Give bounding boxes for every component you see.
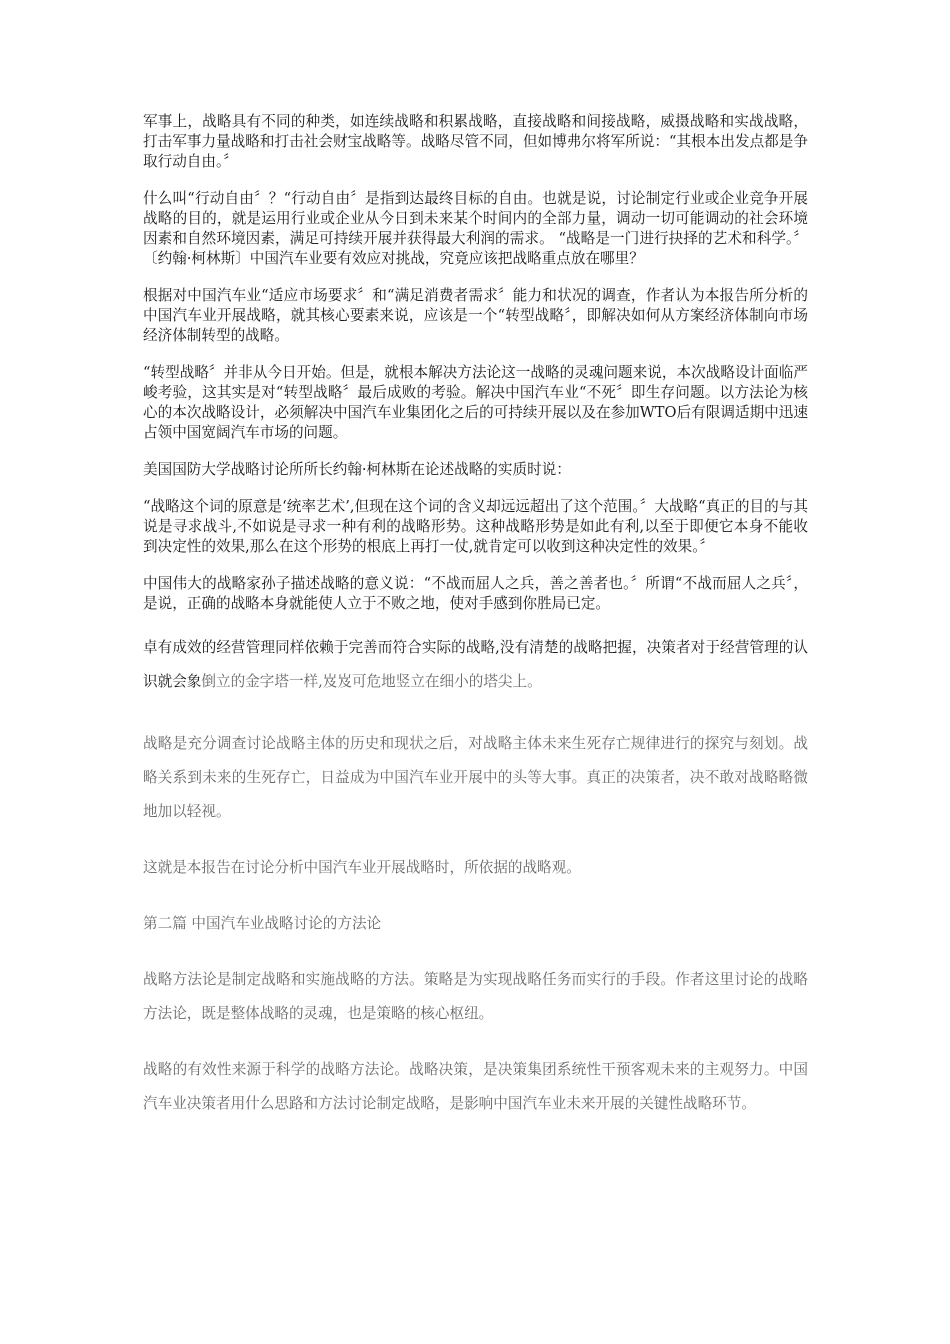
paragraph: 战略是充分调查讨论战略主体的历史和现状之后，对战略主体未来生死存亡规律进行的探究与刻划。战略关系到未来的生死存亡，日益成为中国汽车业开展中的头等大事。真正的决策者，决不敢对战略略微地加以轻视。 bbox=[143, 735, 808, 820]
paragraph-part: 卓有成效的经营管理同样依赖于完善而符合实际的战略,没有清楚的战略把握，决策者对于经营管理的认识就会象 bbox=[143, 639, 808, 690]
paragraph: 什么叫“行动自由〞？“行动自由〞是指到达最终目标的自由。也就是说，讨论制定行业或企业竞争开展战略的目的，就是运用行业或企业从今日到未来某个时间内的全部力量，调动一切可能调动的社会环境因素和自然环境因素，满足可持续开展并获得最大利润的需求。 “战略是一门进行抉择的艺术和科学。〞〔约翰·柯林斯〕中国汽车业要有效应对挑战，究竟应该把战略重点放在哪里？ bbox=[143, 190, 808, 267]
paragraph-part-gray: 倒立的金字塔一样,岌岌可危地竖立在细小的塔尖上。 bbox=[201, 673, 542, 690]
paragraph bbox=[143, 631, 808, 699]
paragraph: 战略的有效性来源于科学的战略方法论。战略决策，是决策集团系统性干预客观未来的主观努力。中国汽车业决策者用什么思路和方法讨论制定战略，是影响中国汽车业未来开展的关键性战略环节。 bbox=[143, 1061, 808, 1112]
paragraph: “转型战略〞并非从今日开始。但是，就根本解决方法论这一战略的灵魂问题来说，本次战略设计面临严峻考验，这其实是对“转型战略〞最后成败的考验。解决中国汽车业“不死〞即生存问题。以方法论为核心的本次战略设计，必须解决中国汽车业集团化之后的可持续开展以及在参加WTO后有限调适期中迅速占领中国宽阔汽车市场的问题。 bbox=[143, 364, 808, 441]
section-heading: 第二篇 中国汽车业战略讨论的方法论 bbox=[143, 915, 382, 932]
paragraph: 战略方法论是制定战略和实施战略的方法。策略是为实现战略任务而实行的手段。作者这里讨论的战略方法论，既是整体战略的灵魂，也是策略的核心枢纽。 bbox=[143, 971, 808, 1022]
paragraph: 中国伟大的战略家孙子描述战略的意义说：“不战而屈人之兵，善之善者也。〞所谓“不战而屈人之兵〞，是说，正确的战略本身就能使人立于不败之地，使对手感到你胜局已定。 bbox=[143, 575, 808, 612]
paragraph: 军事上，战略具有不同的种类，如连续战略和积累战略，直接战略和间接战略，威摄战略和实战战略，打击军事力量战略和打击社会财宝战略等。战略尽管不同，但如博弗尔将军所说：“其根本出发点都是争取行动自由。〞 bbox=[143, 113, 808, 170]
paragraph: 根据对中国汽车业“适应市场要求〞和“满足消费者需求〞能力和状况的调查，作者认为本报告所分析的中国汽车业开展战略，就其核心要素来说，应该是一个“转型战略〞，即解决如何从方案经济体制向市场经济体制转型的战略。 bbox=[143, 287, 808, 344]
document-page bbox=[143, 112, 808, 1143]
paragraph: “战略这个词的原意是‘统率艺术’,但现在这个词的含义却远远超出了这个范围。〞大战略“真正的目的与其说是寻求战斗,不如说是寻求一种有利的战略形势。这种战略形势是如此有利,以至于即便它本身不能收到决定性的效果,那么在这个形势的根底上再打一仗,就肯定可以收到这种决定性的效果。〞 bbox=[143, 498, 808, 555]
paragraph: 美国国防大学战略讨论所所长约翰·柯林斯在论述战略的实质时说： bbox=[143, 461, 571, 478]
paragraph: 这就是本报告在讨论分析中国汽车业开展战略时，所依据的战略观。 bbox=[143, 859, 581, 876]
